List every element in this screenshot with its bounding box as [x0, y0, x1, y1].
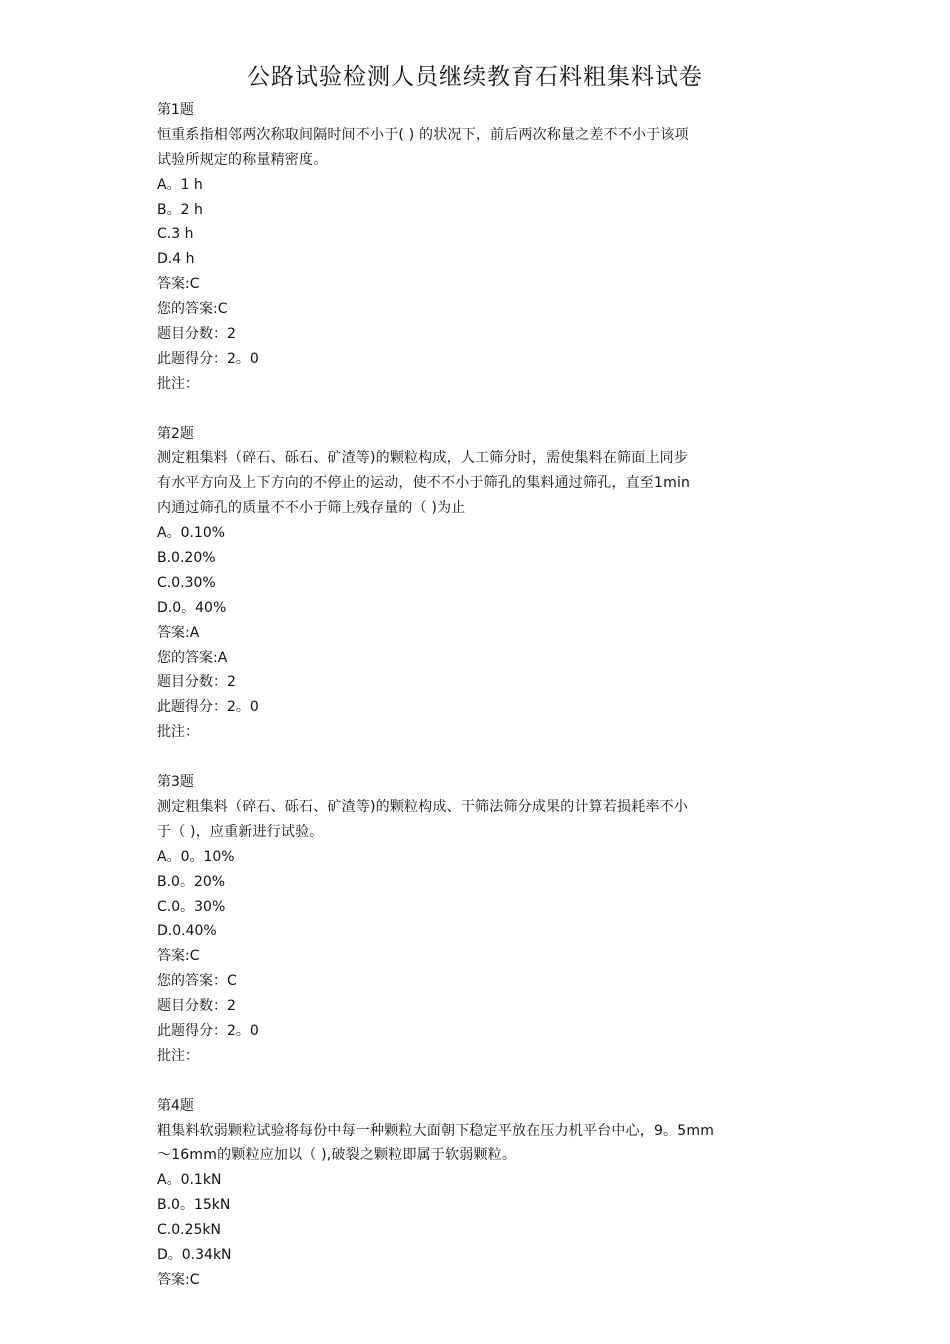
your-answer: 您的答案：C: [157, 973, 237, 990]
correct-answer: 答案:C: [157, 276, 200, 293]
your-answer: 您的答案:A: [157, 649, 228, 666]
your-answer: 您的答案:C: [157, 301, 228, 318]
earned-score: 此题得分：2。0: [157, 1022, 259, 1039]
correct-answer: 答案:C: [157, 1271, 200, 1288]
option-a: A。0。10%: [157, 848, 235, 865]
question-score: 题目分数：2: [157, 326, 236, 343]
option-a: A。0.1kN: [157, 1172, 222, 1189]
option-b: B.0。15kN: [157, 1197, 231, 1214]
earned-score: 此题得分：2。0: [157, 699, 259, 716]
question-stem-line: 于（ )，应重新进行试验。: [157, 823, 324, 840]
option-d: D.0。40%: [157, 599, 227, 616]
option-d: D。0.34kN: [157, 1246, 232, 1263]
option-d: D.0.40%: [157, 923, 217, 940]
question-stem-line: 有水平方向及上下方向的不停止的运动，使不不小于筛孔的集料通过筛孔，直至1min: [157, 475, 691, 492]
question-stem-line: 试验所规定的称量精密度。: [157, 151, 328, 168]
earned-score: 此题得分：2。0: [157, 350, 259, 367]
question-stem-line: 恒重系指相邻两次称取间隔时间不小于( ) 的状况下，前后两次称量之差不不小于该项: [157, 126, 689, 143]
note: 批注：: [157, 1047, 199, 1064]
question-number: 第1题: [157, 102, 194, 118]
question-stem-line: 测定粗集料（碎石、砾石、矿渣等)的颗粒构成，人工筛分时，需使集料在筛面上同步: [157, 450, 689, 467]
option-c: C.0.25kN: [157, 1222, 221, 1239]
question-1: [157, 98, 797, 397]
question-stem-line: 内通过筛孔的质量不不小于筛上残存量的（ )为止: [157, 500, 466, 517]
question-3: [157, 770, 797, 1069]
correct-answer: 答案:C: [157, 948, 200, 965]
option-c: C.3 h: [157, 226, 194, 243]
question-score: 题目分数：2: [157, 998, 236, 1015]
question-score: 题目分数：2: [157, 674, 236, 691]
option-d: D.4 h: [157, 251, 195, 268]
option-b: B.0。20%: [157, 873, 226, 890]
question-2: [157, 422, 797, 746]
page-title: 公路试验检测人员继续教育石料粗集料试卷: [247, 64, 703, 90]
option-b: B。2 h: [157, 201, 203, 218]
option-b: B.0.20%: [157, 550, 216, 567]
question-list: [157, 98, 797, 1293]
question-number: 第4题: [157, 1097, 194, 1114]
question-stem-line: 粗集料软弱颗粒试验将每份中每一种颗粒大面朝下稳定平放在压力机平台中心，9。5mm: [157, 1122, 715, 1139]
correct-answer: 答案:A: [157, 624, 200, 641]
option-a: A。0.10%: [157, 525, 226, 542]
note: 批注：: [157, 724, 199, 741]
option-a: A。1 h: [157, 176, 203, 193]
question-number: 第3题: [157, 774, 194, 791]
option-c: C.0.30%: [157, 574, 216, 591]
question-stem-line: ～16mm的颗粒应加以（ ),破裂之颗粒即属于软弱颗粒。: [157, 1147, 517, 1164]
question-4: [157, 1094, 797, 1293]
note: 批注：: [157, 375, 199, 392]
option-c: C.0。30%: [157, 898, 226, 915]
question-number: 第2题: [157, 425, 194, 442]
question-stem-line: 测定粗集料（碎石、砾石、矿渣等)的颗粒构成、干筛法筛分成果的计算若损耗率不小: [157, 798, 689, 815]
